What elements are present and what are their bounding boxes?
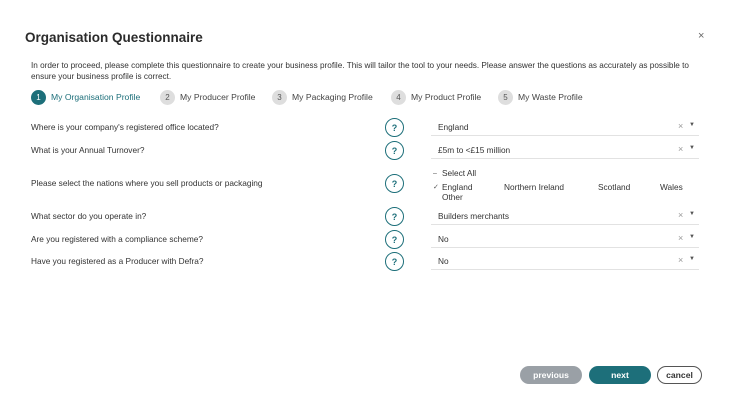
select-value: England [438, 122, 469, 132]
clear-icon[interactable]: × [678, 210, 684, 220]
chevron-down-icon[interactable]: ▼ [689, 122, 695, 128]
select-value: Builders merchants [438, 211, 510, 221]
annual-turnover-select[interactable] [431, 142, 699, 159]
dialog-title: Organisation Questionnaire [25, 30, 203, 45]
step-label: My Product Profile [411, 92, 482, 102]
question-annual-turnover: What is your Annual Turnover? [31, 145, 145, 155]
clear-icon[interactable]: × [678, 144, 684, 154]
select-value: No [438, 256, 449, 266]
help-icon[interactable]: ? [385, 118, 404, 137]
option-label: Scotland [598, 182, 631, 192]
compliance-scheme-select[interactable] [431, 231, 699, 248]
clear-icon[interactable]: × [678, 255, 684, 265]
step-product-profile[interactable] [391, 89, 481, 105]
clear-icon[interactable]: × [678, 121, 684, 131]
defra-producer-select[interactable] [431, 253, 699, 270]
chevron-down-icon[interactable]: ▼ [689, 234, 695, 240]
select-all-option[interactable] [433, 168, 476, 178]
nation-option-england[interactable] [433, 182, 472, 192]
help-icon[interactable]: ? [385, 252, 404, 271]
option-label: Other [442, 192, 463, 202]
sector-select[interactable] [431, 208, 699, 225]
check-icon: ✓ [433, 184, 439, 191]
step-packaging-profile[interactable] [272, 89, 373, 105]
help-icon[interactable]: ? [385, 141, 404, 160]
step-label: My Producer Profile [180, 92, 256, 102]
question-office-location: Where is your company's registered office located? [31, 122, 219, 132]
select-value: £5m to <£15 million [438, 145, 511, 155]
step-label: My Waste Profile [518, 92, 583, 102]
step-organisation-profile[interactable] [31, 89, 140, 105]
question-nations: Please select the nations where you sell products or packaging [31, 178, 263, 188]
option-label: Select All [442, 168, 477, 178]
intro-text: In order to proceed, please complete this questionnaire to create your business profile. This will tailor the tool to your needs. Please answer the questions as accurately as possible to ensure your business profile is correct. [31, 61, 689, 81]
question-compliance-scheme: Are you registered with a compliance scheme? [31, 234, 204, 244]
help-icon[interactable]: ? [385, 174, 404, 193]
help-icon[interactable]: ? [385, 207, 404, 226]
question-sector: What sector do you operate in? [31, 211, 147, 221]
previous-button[interactable]: previous [520, 366, 582, 384]
step-number: 3 [272, 90, 287, 105]
select-value: No [438, 234, 449, 244]
cancel-button[interactable]: cancel [657, 366, 702, 384]
nation-option-scotland[interactable] [589, 182, 630, 192]
clear-icon[interactable]: × [678, 233, 684, 243]
step-number: 2 [160, 90, 175, 105]
step-label: My Organisation Profile [51, 92, 141, 102]
chevron-down-icon[interactable]: ▼ [689, 145, 695, 151]
close-icon[interactable]: × [698, 30, 705, 42]
nation-option-other[interactable] [433, 192, 463, 202]
step-label: My Packaging Profile [292, 92, 373, 102]
nation-option-northern-ireland[interactable] [495, 182, 564, 192]
office-location-select[interactable] [431, 119, 699, 136]
help-icon[interactable]: ? [385, 230, 404, 249]
option-label: Wales [660, 182, 683, 192]
step-number: 1 [31, 90, 46, 105]
step-waste-profile[interactable] [498, 89, 583, 105]
option-label: England [442, 182, 473, 192]
nation-option-wales[interactable] [651, 182, 683, 192]
question-defra-producer: Have you registered as a Producer with Defra? [31, 256, 204, 266]
dash-icon: – [433, 169, 437, 177]
chevron-down-icon[interactable]: ▼ [689, 211, 695, 217]
step-number: 5 [498, 90, 513, 105]
step-producer-profile[interactable] [160, 89, 255, 105]
chevron-down-icon[interactable]: ▼ [689, 256, 695, 262]
option-label: Northern Ireland [504, 182, 564, 192]
step-number: 4 [391, 90, 406, 105]
next-button[interactable]: next [589, 366, 651, 384]
